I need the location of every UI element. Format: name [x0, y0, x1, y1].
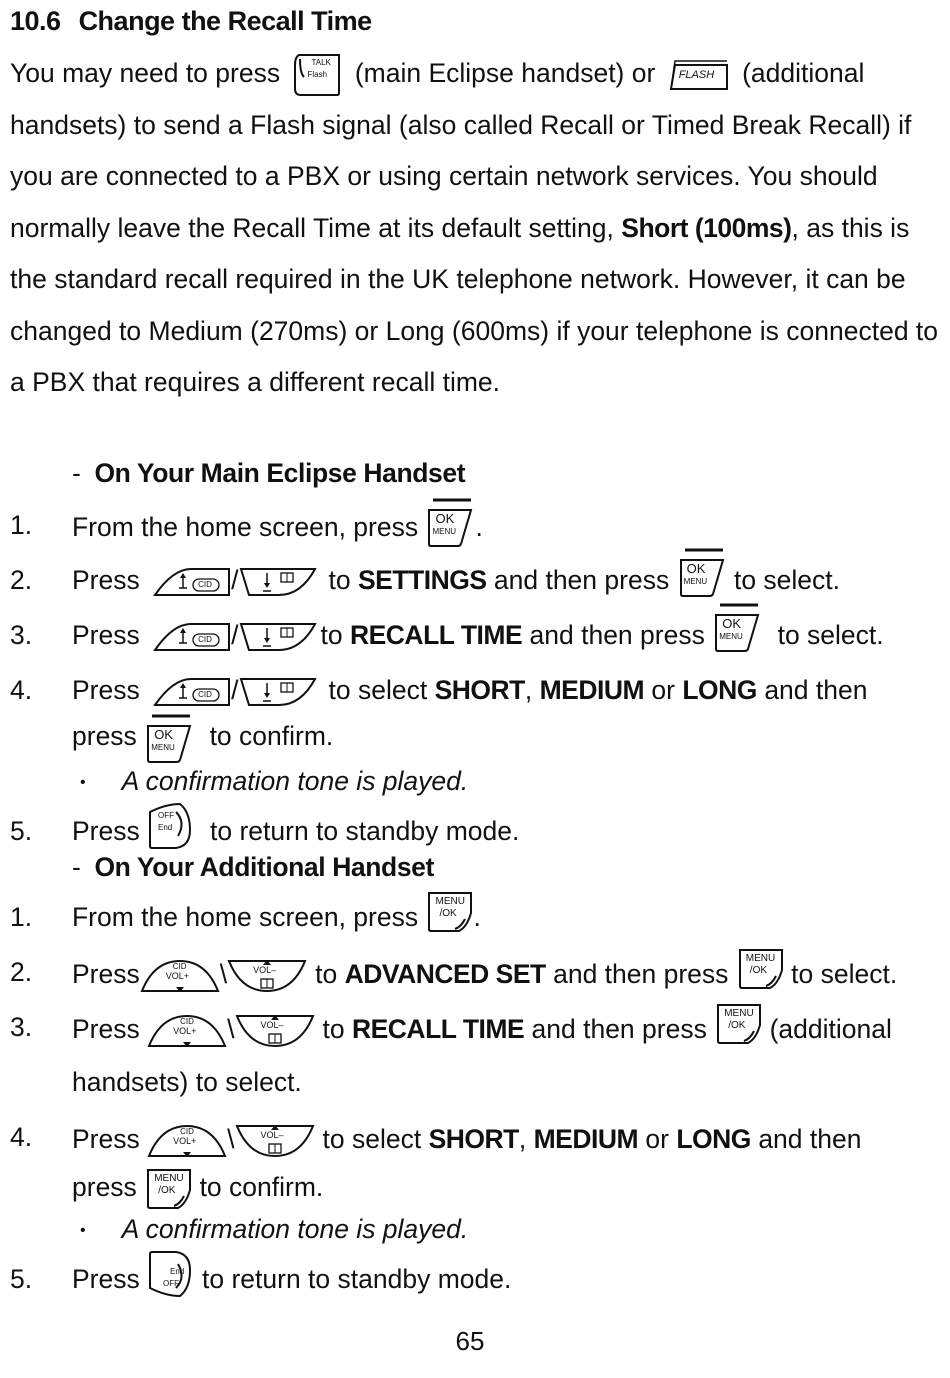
vol-plus-label: VOL+	[173, 1136, 197, 1146]
step-text: From the home screen, press	[72, 512, 419, 542]
step-number: 3.	[10, 1012, 33, 1042]
step-number: 1.	[10, 510, 33, 540]
up-cid-key-icon	[153, 620, 231, 654]
menu-label: MENU	[719, 632, 743, 641]
menu-ok-key-icon	[425, 889, 473, 935]
step-number: 5.	[10, 816, 33, 846]
cid-label: CID	[198, 580, 212, 589]
off-label: OFF	[158, 811, 174, 820]
off-label: OFF	[163, 1279, 179, 1288]
main-handset-heading: - On Your Main Eclipse Handset	[72, 458, 466, 488]
ok-menu-key-icon	[677, 546, 727, 598]
ok-label: OK	[686, 561, 706, 576]
note-text: A confirmation tone is played.	[121, 766, 469, 796]
menu-option: RECALL TIME	[351, 1014, 525, 1044]
cid-label: CID	[172, 962, 187, 971]
cid-label: CID	[180, 1017, 194, 1026]
menu-label: MENU	[683, 577, 708, 586]
additional-handset-title: On Your Additional Handset	[94, 852, 434, 882]
option-long: LONG	[682, 675, 757, 705]
cid-vol-up-key-icon	[140, 957, 220, 995]
menu-label: MENU	[151, 743, 175, 752]
step-text-end: .	[475, 512, 483, 542]
step-text: to select.	[777, 620, 884, 650]
separator: /	[231, 620, 239, 650]
step-text: to	[320, 620, 343, 650]
menu-label: MENU	[435, 896, 465, 907]
step-text: Press	[72, 675, 140, 705]
section-number: 10.6	[10, 6, 61, 36]
step-text: to	[328, 565, 351, 595]
cid-label: CID	[180, 1127, 194, 1136]
step-text: Press	[72, 816, 140, 846]
ok-label: OK	[722, 616, 742, 631]
down-phonebook-key-icon	[239, 565, 317, 599]
step-text: Press	[72, 620, 140, 650]
cid-label: CID	[198, 690, 212, 699]
separator: /	[231, 675, 239, 705]
section-heading	[10, 6, 372, 37]
intro-text-3: (additional handsets) to send a Flash signal (also called Recall or Timed Break Recall) if you are connected to a PBX or using certain network services. You should normally leave the Recall Time at its default setting,	[10, 58, 912, 243]
down-phonebook-key-icon	[239, 675, 317, 709]
step-text: and then press	[531, 1014, 707, 1044]
vol-plus-label: VOL+	[173, 1026, 197, 1036]
step-text: and then press	[529, 620, 705, 650]
option-medium: MEDIUM	[533, 1124, 639, 1154]
ok-menu-key-icon	[144, 712, 194, 764]
ok-label: OK	[435, 511, 455, 526]
separator: \	[227, 1014, 235, 1044]
step-text: From the home screen, press	[72, 902, 419, 932]
step-text: and then	[758, 1124, 862, 1154]
step-text: press	[72, 721, 137, 751]
vol-down-key-icon	[235, 1122, 315, 1160]
ok-menu-key-icon	[712, 601, 762, 653]
menu-label: MENU	[745, 953, 776, 964]
add-step-3-cont	[72, 1067, 302, 1098]
option-short: SHORT	[428, 1124, 519, 1154]
or-text: or	[651, 675, 675, 705]
end-label: End	[170, 1267, 185, 1276]
page-number: 65	[455, 1326, 485, 1356]
additional-note: • A confirmation tone is played.	[80, 1214, 469, 1244]
separator: /	[231, 565, 239, 595]
step-text: Press	[72, 565, 140, 595]
separator: \	[227, 1124, 235, 1154]
intro-text-2: (main Eclipse handset) or	[354, 58, 656, 88]
menu-ok-key-icon	[714, 1001, 762, 1047]
default-setting: Short (100ms)	[621, 212, 792, 243]
up-cid-key-icon	[153, 675, 231, 709]
menu-ok-key-icon	[144, 1166, 192, 1212]
step-text: and then	[764, 675, 868, 705]
menu-label: MENU	[724, 1008, 754, 1019]
step-number: 2.	[10, 957, 33, 987]
option-short: SHORT	[434, 675, 525, 705]
step-text: to	[315, 959, 338, 989]
ok-label: /OK	[749, 965, 768, 976]
menu-label: MENU	[432, 527, 457, 536]
step-text: to confirm.	[209, 721, 334, 751]
vol-plus-label: VOL+	[165, 971, 190, 981]
down-phonebook-key-icon	[239, 620, 317, 654]
option-medium: MEDIUM	[539, 675, 645, 705]
menu-label: MENU	[154, 1173, 184, 1184]
menu-option: SETTINGS	[357, 565, 487, 595]
intro-text-1: You may need to press	[10, 58, 281, 88]
step-number: 4.	[10, 1122, 33, 1152]
step-text: to select.	[733, 565, 841, 595]
main-note: • A confirmation tone is played.	[80, 766, 469, 796]
step-text: to return to standby mode.	[210, 816, 520, 846]
talk-key-label: TALK	[311, 58, 331, 67]
end-label: End	[158, 823, 173, 832]
vol-minus-label: VOL–	[260, 1130, 284, 1140]
ok-menu-key-icon	[425, 496, 475, 548]
comma: ,	[518, 1124, 527, 1154]
vol-minus-label: VOL–	[260, 1020, 284, 1030]
ok-label: /OK	[158, 1185, 176, 1196]
menu-option: RECALL TIME	[349, 620, 523, 650]
step-number: 5.	[10, 1264, 33, 1294]
step-text: to confirm.	[199, 1172, 324, 1202]
step-text: Press	[72, 959, 140, 989]
flash-key-icon	[669, 59, 729, 91]
talk-flash-key-icon	[291, 53, 343, 97]
ok-label: /OK	[439, 908, 457, 919]
step-text: Press	[72, 1014, 140, 1044]
vol-minus-label: VOL–	[253, 965, 277, 975]
menu-option: ADVANCED SET	[344, 959, 546, 989]
step-text: to select	[328, 675, 428, 705]
intro-text-4: , as this is the standard recall required in the UK telephone network. However, it can be changed to Medium (270ms) or Long (600ms) if your telephone is connected to a PBX that requires a different recall time.	[10, 212, 939, 397]
menu-ok-key-icon	[736, 946, 784, 992]
step-text: and then press	[553, 959, 729, 989]
step-text: and then press	[493, 565, 670, 595]
step-number: 1.	[10, 902, 33, 932]
step-text: press	[72, 1172, 137, 1202]
up-cid-key-icon	[153, 565, 231, 599]
ok-label: OK	[154, 727, 173, 742]
flash-key-label: FLASH	[678, 69, 715, 81]
option-long: LONG	[676, 1124, 751, 1154]
step-number: 2.	[10, 565, 33, 595]
step-text: handsets) to select.	[72, 1067, 302, 1097]
separator: \	[219, 959, 228, 989]
step-number: 3.	[10, 620, 33, 650]
comma: ,	[524, 675, 533, 705]
cid-label: CID	[198, 635, 212, 644]
step-text: Press	[72, 1124, 140, 1154]
vol-down-key-icon	[227, 957, 307, 995]
add-step-4-cont	[72, 1166, 323, 1212]
section-title: Change the Recall Time	[78, 6, 372, 36]
ok-label: /OK	[728, 1020, 746, 1031]
main-handset-title: On Your Main Eclipse Handset	[94, 458, 466, 488]
step-text: to return to standby mode.	[202, 1264, 512, 1294]
vol-down-key-icon	[235, 1012, 315, 1050]
step-number: 4.	[10, 675, 33, 705]
step-text: to select.	[791, 959, 898, 989]
or-text: or	[645, 1124, 669, 1154]
flash-key-sublabel: Flash	[307, 70, 328, 79]
additional-handset-heading: - On Your Additional Handset	[72, 852, 434, 882]
cid-vol-up-key-icon	[147, 1122, 227, 1160]
note-text: A confirmation tone is played.	[121, 1214, 469, 1244]
cid-vol-up-key-icon	[147, 1012, 227, 1050]
step-text: to select	[322, 1124, 422, 1154]
main-step-4-cont	[72, 712, 333, 764]
step-text: to	[322, 1014, 345, 1044]
off-end-key-icon	[146, 800, 194, 852]
step-text-end: .	[473, 902, 481, 932]
step-text: Press	[72, 1264, 140, 1294]
intro-paragraph	[10, 48, 940, 409]
step-text: (additional	[769, 1014, 892, 1044]
